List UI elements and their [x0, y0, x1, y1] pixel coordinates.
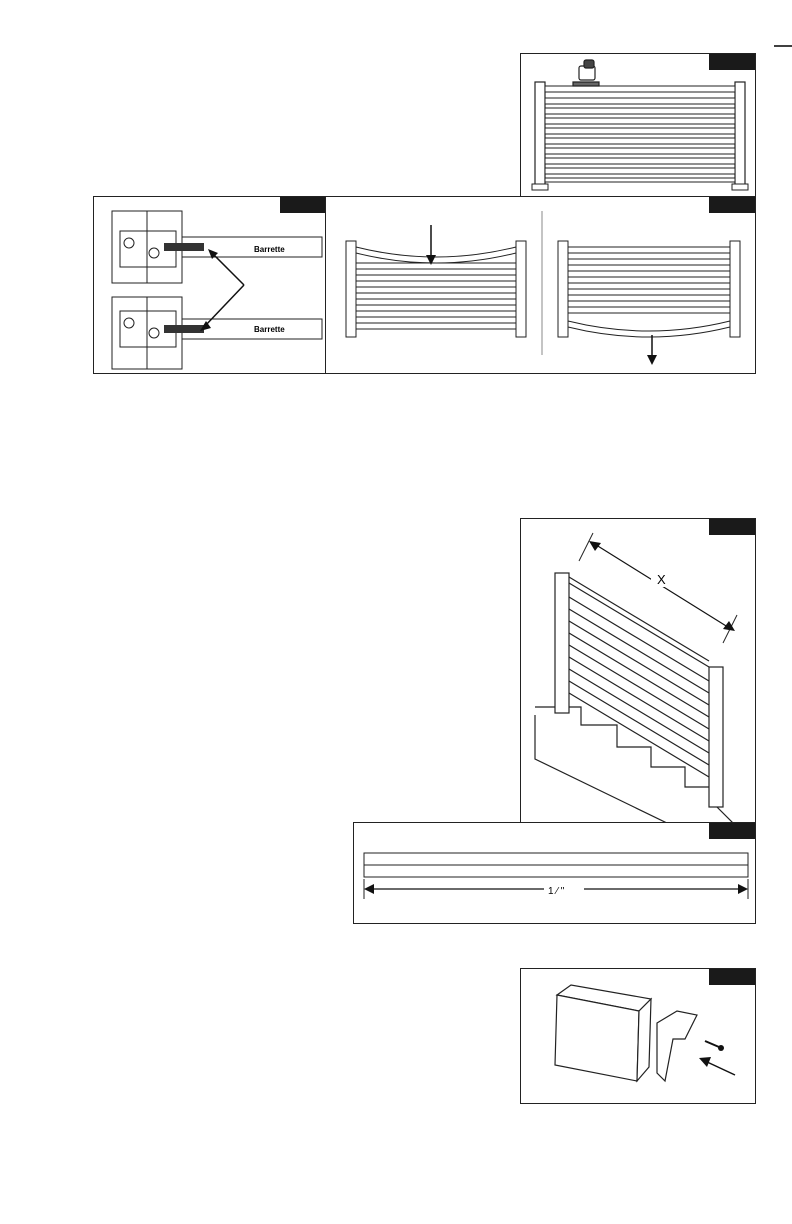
clamp-icon — [573, 60, 599, 86]
figure-panel-trim — [353, 822, 756, 924]
page-fold-line — [774, 0, 792, 48]
endcap-diagram — [521, 969, 756, 1104]
sag-diagram — [326, 197, 756, 374]
stair-rail-diagram — [521, 519, 756, 824]
railing-clamp-diagram — [521, 54, 756, 197]
figure-panel-clamp — [520, 53, 756, 197]
bracket-diagram — [94, 197, 327, 374]
brand-label: Barrette — [254, 325, 285, 334]
screw-icon — [705, 1041, 724, 1051]
arrow-icon — [705, 1061, 735, 1075]
figure-panel-stair — [520, 518, 756, 824]
trim-diagram — [354, 823, 756, 924]
brand-label: Barrette — [254, 245, 285, 254]
figure-panel-sag — [325, 196, 756, 374]
dimension-label: 1 ⁄ " — [548, 886, 565, 897]
figure-panel-endcap — [520, 968, 756, 1104]
dimension-label: X — [657, 572, 666, 587]
figure-panel-bracket — [93, 196, 327, 374]
arrow-icon — [204, 253, 244, 327]
